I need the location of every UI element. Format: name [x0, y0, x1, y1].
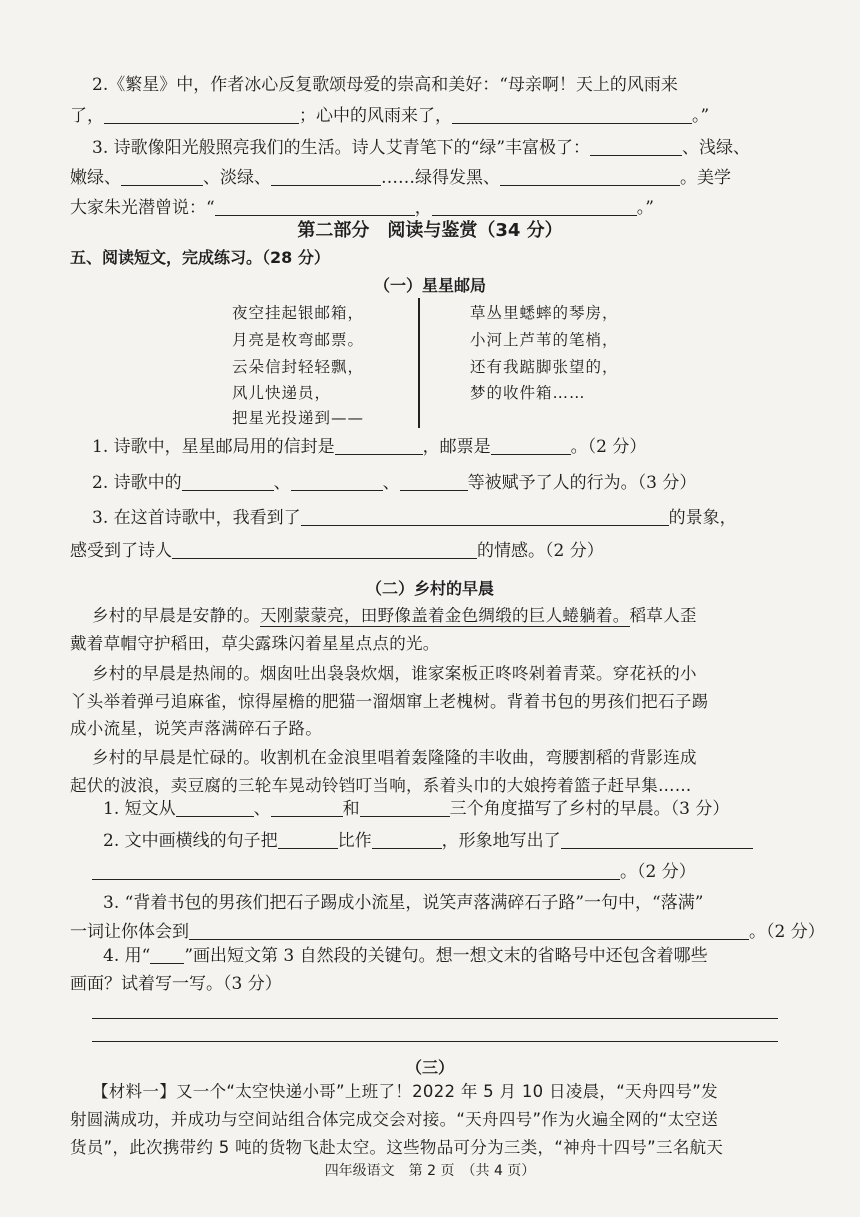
q3-line2 — [70, 168, 731, 188]
poem-left-5: 把星光投递到—— — [232, 409, 365, 427]
village-p2-line2: 丫头举着弹弓追麻雀，惊得屋檐的肥猫一溜烟窜上老槐树。背着书包的男孩们把石子踢 — [70, 692, 709, 711]
village-p2-line1: 乡村的早晨是热闹的。烟囱吐出袅袅炊烟，谁家案板正咚咚剁着青菜。穿花袄的小 — [92, 664, 697, 683]
q2-line2 — [70, 106, 709, 126]
q2-text-c: 。” — [692, 106, 710, 126]
q3-blank-5[interactable] — [215, 199, 415, 216]
village-q1-text-c: 和 — [342, 799, 360, 819]
q3-blank-1[interactable] — [590, 139, 682, 156]
q3-blank-4[interactable] — [500, 169, 680, 186]
q3-text-e: ……绿得发黑、 — [381, 168, 500, 188]
q3-blank-2[interactable] — [121, 169, 203, 186]
poem-q3-blank-1[interactable] — [301, 509, 669, 526]
q3-text-a: 3. 诗歌像阳光般照亮我们的生活。诗人艾青笔下的“绿”丰富极了： — [92, 138, 591, 158]
village-q2-line2 — [92, 862, 696, 882]
village-q1 — [103, 799, 729, 819]
village-q1-blank-3[interactable] — [360, 800, 450, 817]
village-q2-text-b: 比作 — [337, 831, 372, 851]
poem-q1-text-b: ，邮票是 — [422, 437, 491, 457]
village-q1-blank-2[interactable] — [271, 800, 343, 817]
poem-q3-text-d: 的情感。（2 分） — [477, 541, 604, 561]
page-footer: 四年级语文 第 2 页 （共 4 页） — [324, 1163, 536, 1179]
village-q2-line1 — [103, 831, 753, 851]
q3-blank-6[interactable] — [432, 199, 637, 216]
village-q2-blank-4[interactable] — [92, 863, 620, 880]
q3-text-h: ， — [414, 198, 432, 218]
village-q2-text-c: ，形象地写出了 — [441, 831, 561, 851]
poem-q1-blank-2[interactable] — [491, 438, 571, 455]
village-q2-text-d: 。（2 分） — [620, 862, 696, 882]
village-q4-line1 — [103, 946, 708, 966]
village-p1-line1 — [92, 606, 697, 626]
poem-q2-text-c: 、 — [382, 473, 400, 493]
poem-q2-blank-1[interactable] — [182, 474, 274, 491]
answer-line-2[interactable] — [92, 1041, 778, 1042]
material1-line3: 货员”，此次携带约 5 吨的货物飞赴太空。这些物品可分为三类，“神舟十四号”三名航天 — [70, 1138, 724, 1157]
poem-q2 — [92, 473, 696, 493]
village-q1-text-b: 、 — [253, 799, 271, 819]
village-p1-line2: 戴着草帽守护稻田，草尖露珠闪着星星点点的光。 — [70, 634, 440, 653]
answer-line-1[interactable] — [92, 1018, 778, 1019]
poem-q2-text-d: 等被赋予了人的行为。（3 分） — [467, 473, 697, 493]
q3-text-c: 嫩绿、 — [70, 168, 121, 188]
village-q3-text-c: 。（2 分） — [749, 922, 825, 942]
village-q1-blank-1[interactable] — [176, 800, 254, 817]
village-title: （二）乡村的早晨 — [365, 579, 494, 598]
poem-q3-text-c: 感受到了诗人 — [70, 541, 172, 561]
village-q1-text-d: 三个角度描写了乡村的早晨。（3 分） — [449, 799, 730, 819]
poem-right-3: 还有我踮脚张望的， — [470, 358, 619, 376]
poem-q1-blank-1[interactable] — [335, 438, 423, 455]
poem-q2-text-a: 2. 诗歌中的 — [92, 473, 182, 493]
village-p3-line2: 起伏的波浪，卖豆腐的三轮车晃动铃铛叮当响，系着头巾的大娘挎着篮子赶早集…… — [70, 776, 692, 795]
q2-line1: 2.《繁星》中，作者冰心反复歌颂母爱的崇高和美好：“母亲啊！天上的风雨来 — [92, 75, 678, 95]
village-q3-blank[interactable] — [189, 923, 749, 940]
village-q4-text-a: 4. 用“ — [103, 946, 151, 966]
village-q2-blank-2[interactable] — [372, 832, 442, 849]
poem-q2-blank-3[interactable] — [400, 474, 468, 491]
section5-title: 五、阅读短文，完成练习。（28 分） — [70, 248, 330, 267]
q3-line1 — [92, 138, 750, 158]
q2-text-a: 了， — [70, 106, 104, 126]
material1-line1: 【材料一】又一个“太空快递小哥”上班了！2022 年 5 月 10 日凌晨，“天舟四号”发 — [92, 1082, 718, 1101]
poem-q2-text-b: 、 — [273, 473, 291, 493]
q3-text-g: 大家朱光潜曾说：“ — [70, 198, 215, 218]
poem-q3-line1 — [92, 508, 737, 528]
village-p2-line3: 成小流星，说笑声落满碎石子路。 — [70, 719, 322, 738]
part2-title: 第二部分 阅读与鉴赏（34 分） — [297, 220, 563, 241]
village-p1-text-c: 稻草人歪 — [629, 606, 697, 625]
poem-title: （一）星星邮局 — [373, 276, 486, 295]
q3-text-d: 、淡绿、 — [203, 168, 271, 188]
village-q3-line1: 3. “背着书包的男孩们把石子踢成小流星，说笑声落满碎石子路”一句中，“落满” — [103, 893, 704, 913]
village-q4-line2: 画面？试着写一写。（3 分） — [70, 974, 282, 994]
village-p3-line1: 乡村的早晨是忙碌的。收割机在金浪里唱着轰隆隆的丰收曲，弯腰割稻的背影连成 — [92, 748, 697, 767]
q2-blank-2[interactable] — [452, 107, 692, 124]
village-underlined-sentence: 天刚蒙蒙亮，田野像盖着金色绸缎的巨人蜷躺着。 — [260, 606, 630, 625]
poem-q3-line2 — [70, 541, 604, 561]
poem-q3-text-b: 的景象， — [668, 508, 737, 528]
poem-divider — [418, 298, 420, 428]
q3-blank-3[interactable] — [271, 169, 381, 186]
village-p1-text-a: 乡村的早晨是安静的。 — [92, 606, 260, 625]
village-q2-blank-3[interactable] — [561, 832, 753, 849]
poem-left-2: 月亮是枚弯邮票。 — [232, 331, 365, 349]
q3-text-b: 、浅绿、 — [682, 138, 751, 158]
poem-right-4: 梦的收件箱…… — [470, 384, 586, 402]
section3-title: （三） — [405, 1058, 454, 1077]
poem-q1 — [92, 437, 646, 457]
village-q4-text-b: ”画出短文第 3 自然段的关键句。想一想文末的省略号中还包含着哪些 — [184, 946, 708, 966]
poem-q1-text-a: 1. 诗歌中，星星邮局用的信封是 — [92, 437, 335, 457]
village-q3-line2 — [70, 922, 825, 942]
material1-line2: 射圆满成功，并成功与空间站组合体完成交会对接。“天舟四号”作为火遍全网的“太空送 — [70, 1110, 719, 1129]
q3-text-i: 。” — [636, 198, 654, 218]
q3-text-f: 。美学 — [680, 168, 731, 188]
village-q3-text-b: 一词让你体会到 — [70, 922, 189, 942]
poem-q3-text-a: 3. 在这首诗歌中，我看到了 — [92, 508, 301, 528]
poem-left-1: 夜空挂起银邮箱， — [232, 304, 365, 322]
village-q2-blank-1[interactable] — [278, 832, 338, 849]
q3-line3 — [70, 198, 654, 218]
village-q4-mark — [150, 947, 184, 964]
poem-q3-blank-2[interactable] — [172, 542, 477, 559]
village-q2-text-a: 2. 文中画横线的句子把 — [103, 831, 278, 851]
village-q1-text-a: 1. 短文从 — [103, 799, 176, 819]
poem-right-2: 小河上芦苇的笔梢， — [470, 331, 619, 349]
q2-text-b: ；心中的风雨来了， — [299, 106, 452, 126]
q2-blank-1[interactable] — [104, 107, 299, 124]
poem-right-1: 草丛里蟋蟀的琴房， — [470, 304, 619, 322]
poem-left-4: 风儿快递员， — [232, 384, 332, 402]
poem-q2-blank-2[interactable] — [291, 474, 383, 491]
poem-left-3: 云朵信封轻轻飘， — [232, 358, 365, 376]
poem-q1-text-c: 。（2 分） — [570, 437, 647, 457]
